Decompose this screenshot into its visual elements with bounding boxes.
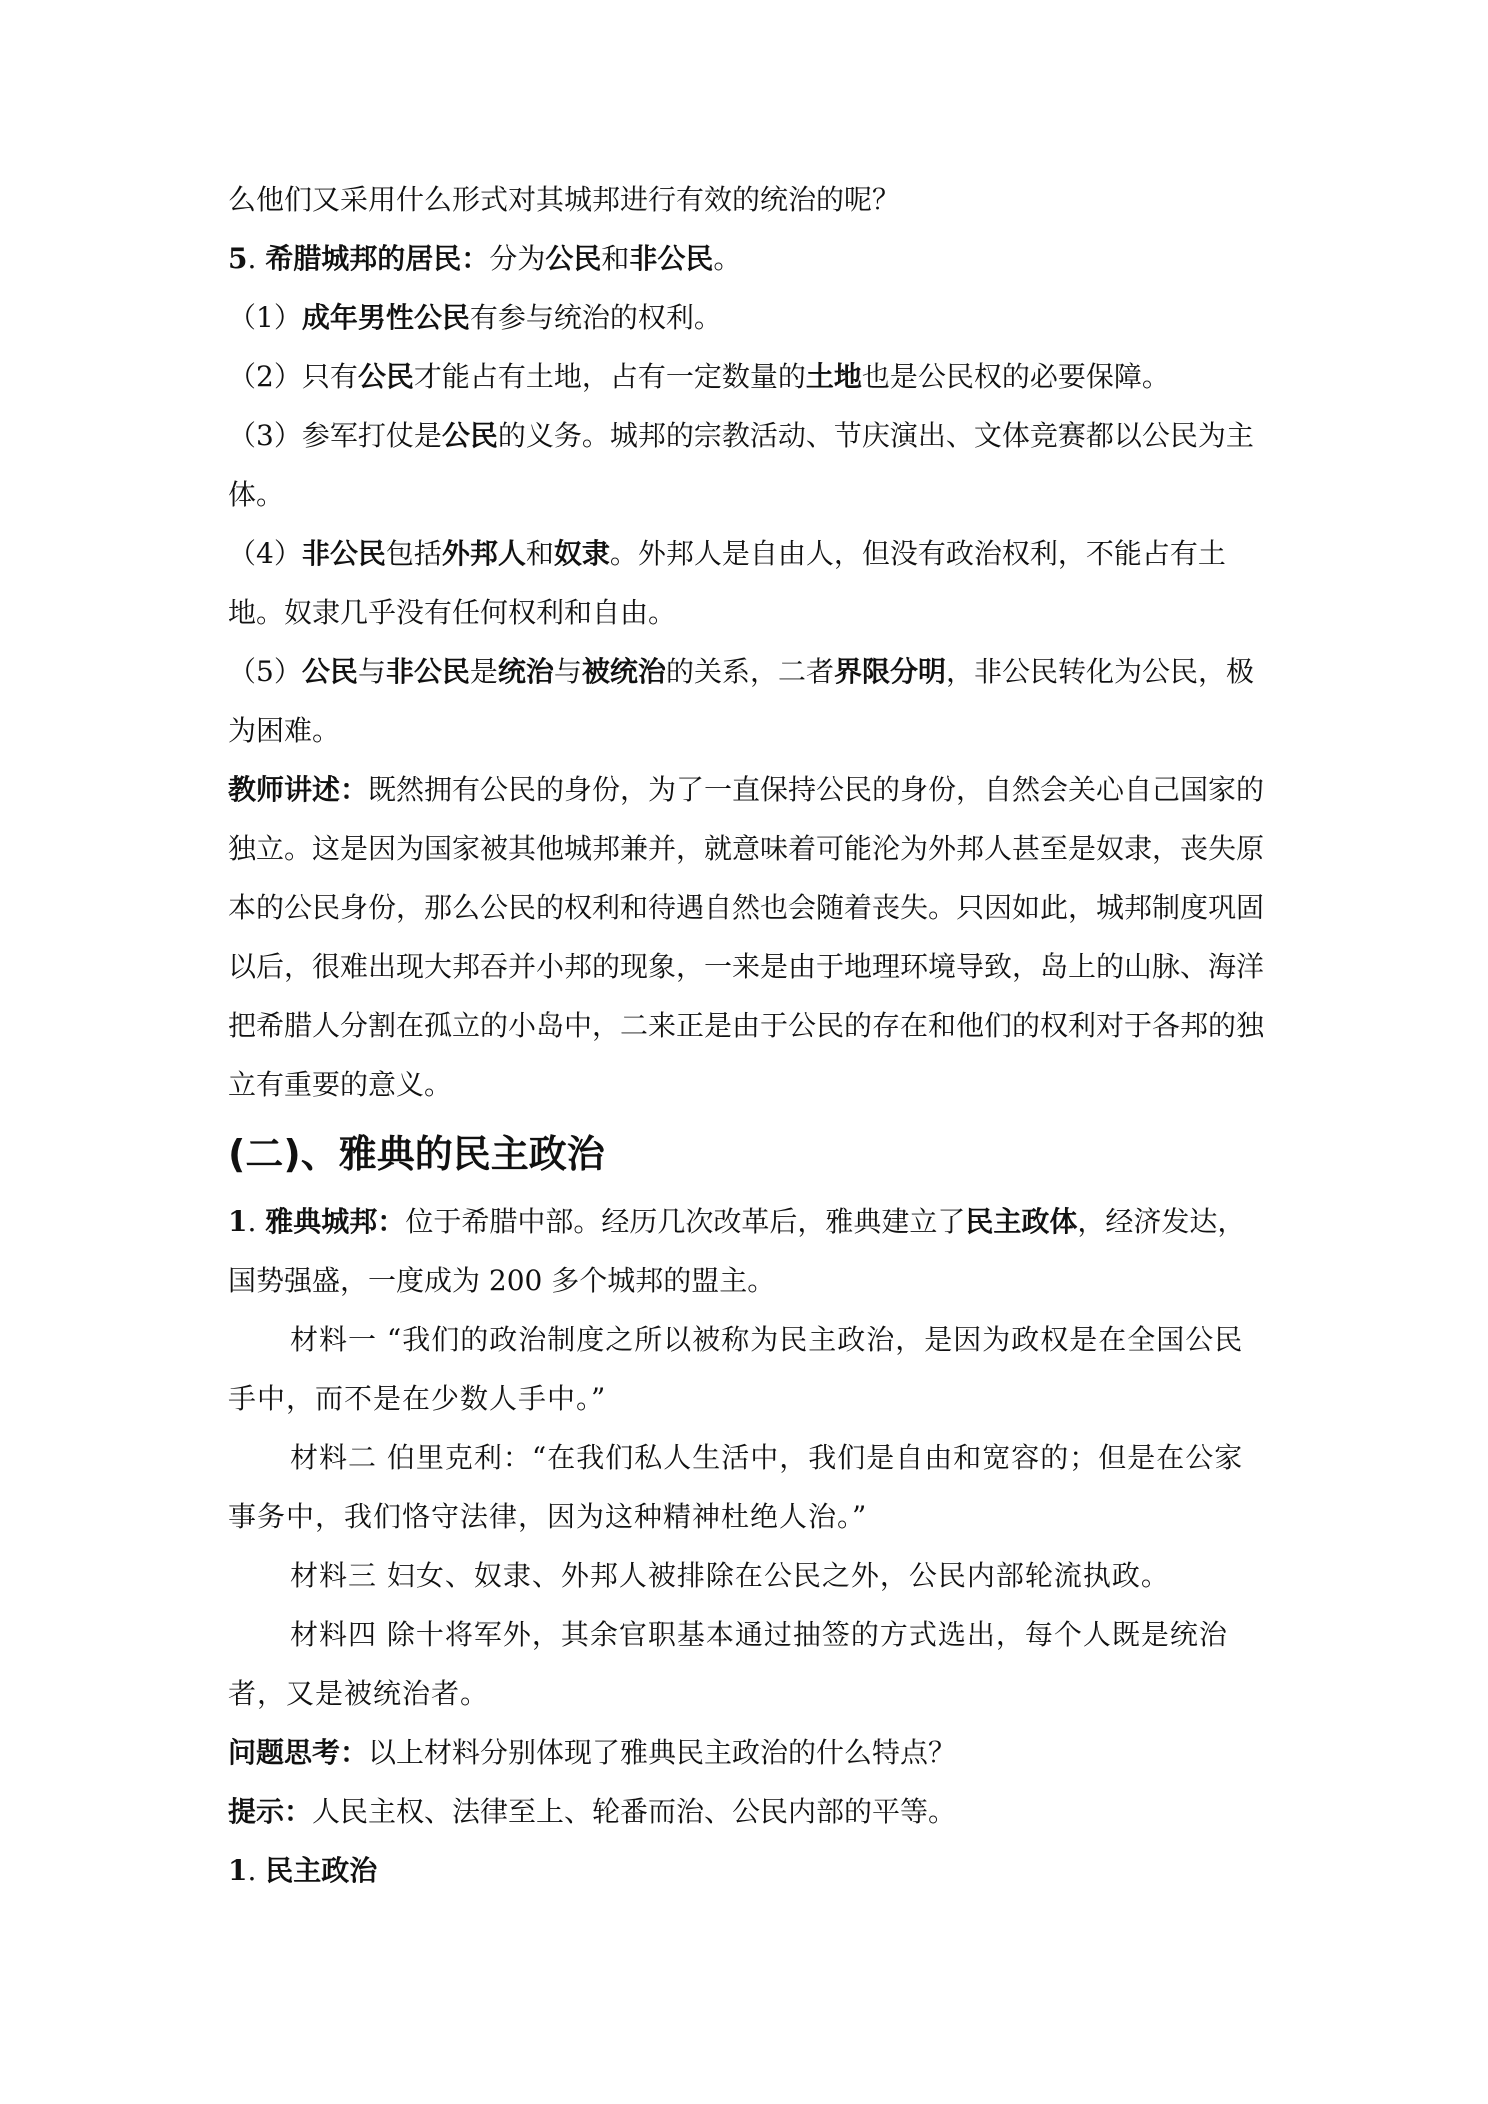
material-3: 材料三 妇女、奴隶、外邦人被排除在公民之外，公民内部轮流执政。 <box>290 1559 1170 1592</box>
item-5-bold-ruled: 被统治 <box>581 655 666 688</box>
item-5-text-f: ，非公民转化为公民，极为困难。 <box>228 655 1254 747</box>
item-2-bold-land: 土地 <box>805 360 862 393</box>
athens-text-a: 位于希腊中部。经历几次改革后，雅典建立了 <box>405 1205 966 1238</box>
section-5-text-e: 。 <box>713 242 742 275</box>
item-2-text-a: 只有 <box>301 360 358 393</box>
item-5-bold-boundary: 界限分明 <box>833 655 946 688</box>
material-2: 材料二 伯里克利：“在我们私人生活中，我们是自由和宽容的；但是在公家事务中，我们恪守法律，因为这种精神杜绝人治。” <box>228 1441 1244 1533</box>
item-5-text-c: 是 <box>469 655 498 688</box>
democracy-heading <box>228 1841 1268 1900</box>
material-4: 材料四 除十将军外，其余官职基本通过抽签的方式选出，每个人既是统治者，又是被统治者。 <box>228 1618 1228 1710</box>
item-3 <box>228 406 1268 524</box>
section-5-dot: . <box>247 242 257 275</box>
item-3-text-a: 参军打仗是 <box>301 419 442 452</box>
item-4 <box>228 524 1268 642</box>
item-5-number: （5） <box>228 655 302 688</box>
item-5-bold-noncitizen: 非公民 <box>385 655 470 688</box>
section-5-title: 希腊城邦的居民： <box>265 242 490 275</box>
item-3-bold: 公民 <box>441 419 498 452</box>
section-5-text-c: 和 <box>601 242 630 275</box>
athens-title: 雅典城邦： <box>265 1205 406 1238</box>
democracy-title: 民主政治 <box>265 1854 378 1887</box>
item-4-text-a: 包括 <box>385 537 442 570</box>
teacher-text: 既然拥有公民的身份，为了一直保持公民的身份，自然会关心自己国家的独立。这是因为国家被其他城邦兼并，就意味着可能沦为外邦人甚至是奴隶，丧失原本的公民身份，那么公民的权利和待遇自然也会随着丧失。只因如此，城邦制度巩固以后，很难出现大邦吞并小邦的现象，一来是由于地理环境导致，岛上的山脉、海洋把希腊人分割在孤立的小岛中，二来正是由于公民的存在和他们的权利对于各邦的独立有重要的意义。 <box>228 773 1265 1101</box>
continued-question <box>228 170 1268 229</box>
section-5-noncitizen: 非公民 <box>629 242 714 275</box>
teacher-label: 教师讲述： <box>228 773 369 806</box>
section-5-citizen: 公民 <box>545 242 602 275</box>
democracy-number: 1 <box>228 1854 248 1887</box>
material-1: 材料一 “我们的政治制度之所以被称为民主政治，是因为政权是在全国公民手中，而不是在少数人手中。” <box>228 1323 1244 1415</box>
item-2 <box>228 347 1268 406</box>
document-page <box>228 170 1268 1900</box>
athens-number: 1 <box>228 1205 248 1238</box>
continued-text: 么他们又采用什么形式对其城邦进行有效的统治的呢？ <box>228 183 901 216</box>
hint-text: 人民主权、法律至上、轮番而治、公民内部的平等。 <box>312 1795 957 1828</box>
item-4-text-d: 。外邦人是自由人，但没有政治权利，不能占有土地。奴隶几乎没有任何权利和自由。 <box>228 537 1226 629</box>
item-5 <box>228 642 1268 760</box>
athens-dot: . <box>247 1205 257 1238</box>
question-text: 以上材料分别体现了雅典民主政治的什么特点？ <box>368 1736 957 1769</box>
item-1-number: （1） <box>228 301 302 334</box>
section-5-heading <box>228 229 1268 288</box>
item-1-text: 有参与统治的权利。 <box>469 301 722 334</box>
item-5-text-e: 的关系，二者 <box>665 655 834 688</box>
section-5-number: 5 <box>228 242 248 275</box>
athens-city-state <box>228 1192 1268 1310</box>
hint-line <box>228 1782 1268 1841</box>
question-line <box>228 1723 1268 1782</box>
teacher-narration <box>228 760 1268 1114</box>
item-2-number: （2） <box>228 360 302 393</box>
democracy-dot: . <box>247 1854 257 1887</box>
item-1-bold: 成年男性公民 <box>301 301 470 334</box>
item-5-bold-citizen: 公民 <box>301 655 358 688</box>
item-2-text-e: 也是公民权的必要保障。 <box>861 360 1170 393</box>
question-label: 问题思考： <box>228 1736 369 1769</box>
item-4-bold-slave: 奴隶 <box>553 537 610 570</box>
item-3-text-c: 的义务。城邦的宗教活动、节庆演出、文体竞赛都以公民为主体。 <box>228 419 1254 511</box>
item-1 <box>228 288 1268 347</box>
item-4-bold-foreigner: 外邦人 <box>441 537 526 570</box>
item-4-text-c: 和 <box>525 537 554 570</box>
section-heading-athens: (二)、雅典的民主政治 <box>228 1132 605 1176</box>
athens-text-c: ，经济发达，国势强盛，一度成为 200 多个城邦的盟主。 <box>228 1205 1246 1297</box>
section-5-text-a: 分为 <box>489 242 546 275</box>
athens-bold-democracy: 民主政体 <box>965 1205 1078 1238</box>
item-5-text-a: 与 <box>357 655 386 688</box>
item-5-text-d: 与 <box>553 655 582 688</box>
item-5-bold-rule: 统治 <box>497 655 554 688</box>
item-2-text-c: 才能占有土地，占有一定数量的 <box>413 360 806 393</box>
item-4-number: （4） <box>228 537 302 570</box>
hint-label: 提示： <box>228 1795 313 1828</box>
item-4-bold-noncitizen: 非公民 <box>301 537 386 570</box>
item-2-bold-citizen: 公民 <box>357 360 414 393</box>
item-3-number: （3） <box>228 419 302 452</box>
